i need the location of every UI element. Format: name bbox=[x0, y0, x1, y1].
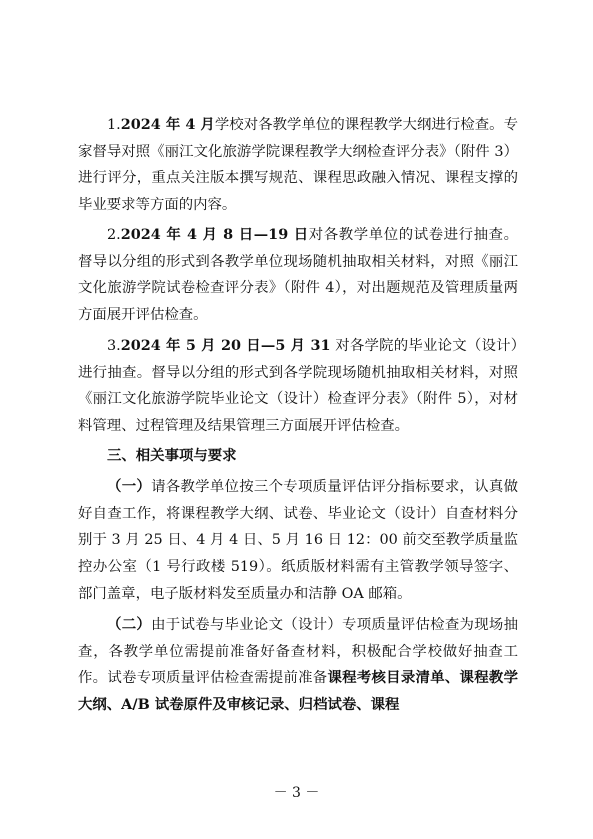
requirement-item-2 bbox=[78, 612, 518, 719]
paragraph-text: 对各学院的毕业论文（设计）进行抽查。督导以分组的形式到各学院现场随机抽取相关材料，对照《丽江文化旅游学院毕业论文（设计）检查评分表》（附件 5），对材料管理、过程管理及结果管理三方面展开评估检查。 bbox=[78, 338, 518, 435]
item-label: （二） bbox=[107, 616, 152, 633]
item-number: 1. bbox=[107, 117, 121, 133]
page-number: － 3 － bbox=[273, 785, 320, 801]
paragraph-text: 学校对各教学单位的课程教学大纲进行检查。专家督导对照《丽江文化旅游学院课程教学大纲检查评分表》（附件 3）进行评分，重点关注版本撰写规范、课程思政融入情况、课程支撑的毕业要求等方面的内容。 bbox=[78, 117, 518, 214]
date-range: 2024 年 4 月 bbox=[120, 116, 215, 133]
item-label: （一） bbox=[107, 478, 152, 495]
section-heading: 三、相关事项与要求 bbox=[107, 447, 237, 464]
item-number: 2. bbox=[107, 227, 121, 243]
item-text-bold: 课程考核目录清单、课程教学大纲、A/B 试卷原件及审核记录、归档试卷、课程 bbox=[78, 669, 518, 714]
requirement-item-1 bbox=[78, 474, 518, 608]
date-range: 2024 年 5 月 20 日—5 月 31 bbox=[120, 337, 331, 354]
paragraph-item-1 bbox=[78, 112, 518, 219]
item-number: 3. bbox=[107, 338, 121, 354]
date-range: 2024 年 4 月 8 日—19 日 bbox=[120, 226, 309, 243]
item-text: 由于试卷与毕业论文（设计）专项质量评估检查为现场抽查，各教学单位需提前准备好备查材料，积极配合学校做好抽查工作。试卷专项质量评估检查需提前准备 bbox=[78, 617, 518, 687]
paragraph-text: 对各教学单位的试卷进行抽查。督导以分组的形式到各教学单位现场随机抽取相关材料，对照《丽江文化旅游学院试卷检查评分表》（附件 4），对出题规范及管理质量两方面展开评估检查。 bbox=[78, 227, 518, 324]
paragraph-item-2 bbox=[78, 222, 518, 329]
paragraph-item-3 bbox=[78, 333, 518, 440]
item-text: 请各教学单位按三个专项质量评估评分指标要求，认真做好自查工作，将课程教学大纲、试卷、毕业论文（设计）自查材料分别于 3 月 25 日、4 月 4 日、5 月 16 日 12：00 前交至教学质量监控办公室（1 号行政楼 519）。纸质版材料需有主管教学领导签字、部门盖章，电子版材料发至质量办和洁静 OA 邮箱。 bbox=[78, 479, 518, 602]
